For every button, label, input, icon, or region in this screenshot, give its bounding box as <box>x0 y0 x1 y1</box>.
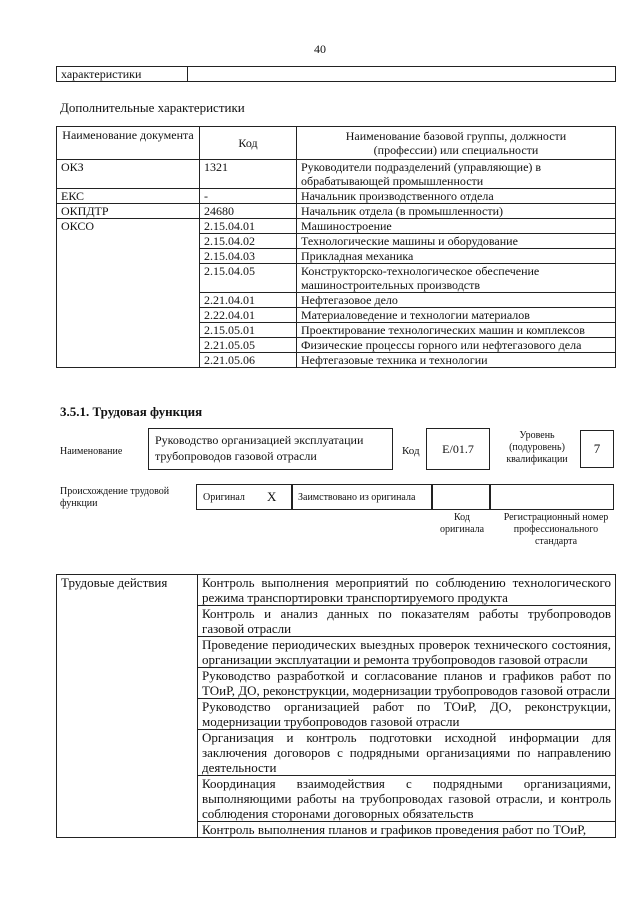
row-code: 2.15.04.01 <box>200 219 297 234</box>
code-original-cell <box>432 484 490 510</box>
row-code: 2.15.05.01 <box>200 323 297 338</box>
additional-row <box>57 234 616 249</box>
header-document: Наименование документа <box>57 127 200 160</box>
row-name: Прикладная механика <box>297 249 616 264</box>
additional-heading: Дополнительные характеристики <box>60 100 245 115</box>
labor-action-item: Организация и контроль подготовки исходной информации для заключения договоров с подрядными организациями по направлению деятельности <box>198 730 616 776</box>
row-document <box>57 353 200 368</box>
additional-row <box>57 204 616 219</box>
top-row-label: характеристики <box>57 67 188 82</box>
row-name: Материаловедение и технологии материалов <box>297 308 616 323</box>
row-code: - <box>200 189 297 204</box>
row-code: 2.21.05.05 <box>200 338 297 353</box>
labor-action-item: Проведение периодических выездных проверок технического состояния, организации эксплуатации и ремонта трубопроводов газовой отрасли <box>198 637 616 668</box>
additional-row <box>57 323 616 338</box>
row-document: ОКСО <box>57 219 200 234</box>
row-document: ЕКС <box>57 189 200 204</box>
original-label: Оригинал <box>203 492 245 503</box>
header-code: Код <box>200 127 297 160</box>
function-name-value: Руководство организацией эксплуатации трубопроводов газовой отрасли <box>155 433 364 463</box>
row-name: Машиностроение <box>297 219 616 234</box>
row-code: 2.21.04.01 <box>200 293 297 308</box>
row-name: Проектирование технологических машин и комплексов <box>297 323 616 338</box>
additional-row <box>57 308 616 323</box>
labor-action-item: Руководство разработкой и согласование планов и графиков работ по ТОиР, ДО, реконструкции, модернизации трубопроводов газовой отрасли <box>198 668 616 699</box>
page-number: 40 <box>314 42 326 56</box>
labor-actions-table <box>56 574 616 838</box>
additional-row <box>57 338 616 353</box>
labor-action-item: Координация взаимодействия с подрядными организациями, выполняющими работы на трубопроводах газовой отрасли, и контроль соблюдения сторонами договорных обязательств <box>198 776 616 822</box>
row-document: ОКЗ <box>57 160 200 189</box>
additional-row <box>57 293 616 308</box>
row-name: Начальник производственного отдела <box>297 189 616 204</box>
row-code: 2.21.05.06 <box>200 353 297 368</box>
row-document: ОКПДТР <box>57 204 200 219</box>
code-box <box>426 428 490 470</box>
row-name: Руководители подразделений (управляющие) в обрабатывающей промышленности <box>297 160 616 189</box>
row-document <box>57 338 200 353</box>
reg-number-cell <box>490 484 614 510</box>
row-document <box>57 234 200 249</box>
additional-row <box>57 249 616 264</box>
top-row-value <box>188 67 616 82</box>
row-name: Конструкторско-технологическое обеспечение машиностроительных производств <box>297 264 616 293</box>
reg-number-caption: Регистрационный номер профессионального стандарта <box>503 512 609 547</box>
labor-action-row <box>57 575 616 606</box>
original-mark: X <box>267 489 277 504</box>
row-code: 2.15.04.05 <box>200 264 297 293</box>
row-code: 2.22.04.01 <box>200 308 297 323</box>
additional-table <box>56 126 616 368</box>
row-code: 2.15.04.03 <box>200 249 297 264</box>
row-document <box>57 293 200 308</box>
level-box <box>580 430 614 468</box>
additional-header-row <box>57 127 616 160</box>
code-original-caption: Код оригинала <box>439 512 485 535</box>
origin-label: Происхождение трудовой функции <box>60 486 170 509</box>
additional-row <box>57 219 616 234</box>
row-name: Технологические машины и оборудование <box>297 234 616 249</box>
row-document <box>57 308 200 323</box>
row-name: Начальник отдела (в промышленности) <box>297 204 616 219</box>
original-cell <box>196 484 292 510</box>
labor-action-item: Контроль выполнения планов и графиков проведения работ по ТОиР, <box>198 822 616 838</box>
borrowed-label: Заимствовано из оригинала <box>298 492 416 503</box>
row-code: 1321 <box>200 160 297 189</box>
function-name-box <box>148 428 393 470</box>
row-code: 24680 <box>200 204 297 219</box>
labor-action-item: Контроль и анализ данных по показателям работы трубопроводов газовой отрасли <box>198 606 616 637</box>
additional-row <box>57 353 616 368</box>
borrowed-cell <box>292 484 432 510</box>
row-document <box>57 249 200 264</box>
function-heading: 3.5.1. Трудовая функция <box>60 404 203 419</box>
row-code: 2.15.04.02 <box>200 234 297 249</box>
labor-actions-label: Трудовые действия <box>57 575 198 838</box>
row-name: Нефтегазовые техника и технологии <box>297 353 616 368</box>
row-name: Нефтегазовое дело <box>297 293 616 308</box>
top-row-table <box>56 66 616 82</box>
level-value: 7 <box>593 441 601 456</box>
name-label: Наименование <box>60 446 123 457</box>
labor-action-item: Контроль выполнения мероприятий по соблюдению технологического режима транспортировки транспортируемого продукта <box>198 575 616 606</box>
header-name: Наименование базовой группы, должности (профессии) или специальности <box>297 127 616 160</box>
code-value: E/01.7 <box>442 442 474 456</box>
additional-row <box>57 264 616 293</box>
level-label: Уровень (подуровень) квалификации <box>506 430 568 465</box>
row-document <box>57 323 200 338</box>
row-name: Физические процессы горного или нефтегазового дела <box>297 338 616 353</box>
additional-row <box>57 189 616 204</box>
code-label: Код <box>402 445 420 457</box>
labor-action-item: Руководство организацией работ по ТОиР, ДО, реконструкции, модернизации трубопроводов газовой отрасли <box>198 699 616 730</box>
row-document <box>57 264 200 293</box>
additional-row <box>57 160 616 189</box>
